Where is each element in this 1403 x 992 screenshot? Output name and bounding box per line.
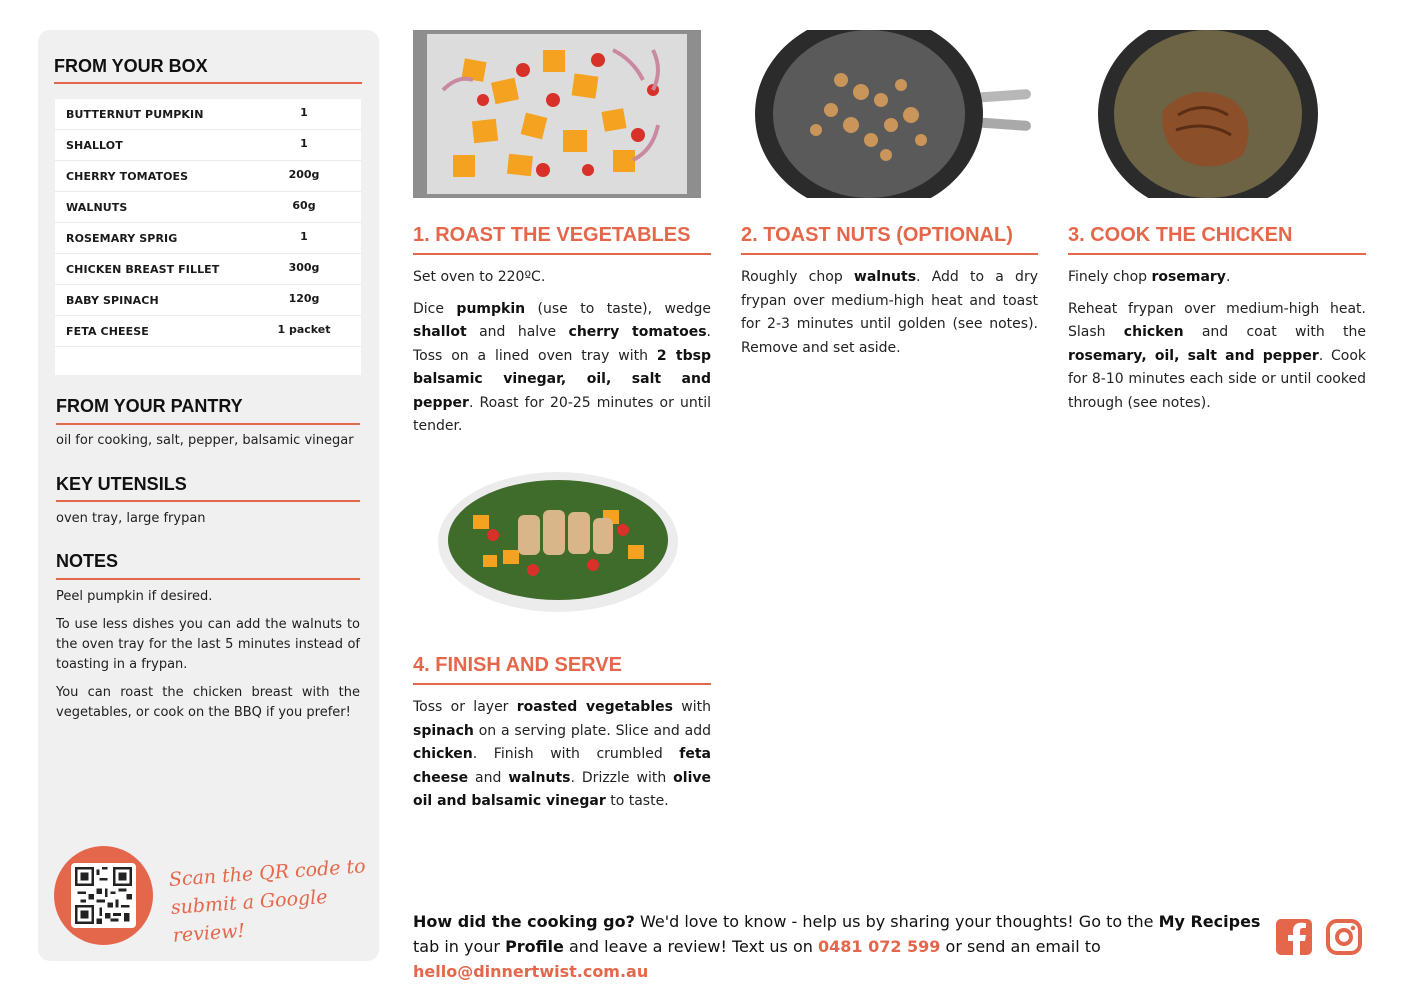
ingredient-highlight: pumpkin: [456, 300, 526, 317]
step-text: (use to taste), wedge: [525, 300, 711, 317]
ingredient-highlight: 2 tbsp balsamic vinegar, oil, salt and pepper: [413, 347, 711, 411]
qr-caption: [168, 852, 373, 950]
notes-title: NOTES: [56, 551, 119, 571]
ingredient-qty: 200g: [288, 168, 320, 181]
sidebar-panel: [38, 30, 379, 961]
ingredient-highlight: chicken: [1123, 324, 1184, 340]
divider: [54, 82, 362, 84]
my-recipes-link[interactable]: My Recipes: [1158, 912, 1261, 931]
footer-text: tab in your: [413, 937, 506, 956]
ingredient-highlight: olive oil and balsamic vinegar: [413, 769, 711, 809]
qr-badge[interactable]: [54, 846, 153, 945]
ingredient-name: FETA CHEESE: [66, 325, 149, 338]
ingredient-highlight: cherry tomatoes: [568, 324, 707, 340]
step-3-title: 3. COOK THE CHICKEN: [1068, 224, 1293, 246]
pantry-text: oil for cooking, salt, pepper, balsamic vinegar: [56, 433, 354, 448]
ingredient-row: [55, 192, 361, 223]
ingredient-name: BUTTERNUT PUMPKIN: [66, 108, 204, 121]
qr-caption-line: submit a Google review!: [170, 885, 329, 947]
from-your-box-title: FROM YOUR BOX: [54, 56, 208, 76]
profile-link[interactable]: Profile: [505, 937, 564, 956]
ingredient-row: [55, 161, 361, 192]
ingredient-highlight: walnuts: [853, 269, 917, 285]
instagram-icon[interactable]: [1326, 919, 1362, 955]
step-text: .: [1225, 269, 1231, 285]
ingredient-row: [55, 316, 361, 347]
step-text: Toss or layer: [413, 699, 517, 715]
divider: [413, 253, 711, 255]
ingredient-name: WALNUTS: [66, 201, 128, 214]
step-text: . Toss on a lined oven tray with: [413, 324, 711, 364]
step-4-body: [413, 696, 711, 822]
qr-caption-line: Scan the QR code to: [168, 855, 367, 891]
ingredient-name: BABY SPINACH: [66, 294, 159, 307]
finished-dish-image: [413, 460, 711, 620]
step-3-body: [1068, 266, 1366, 423]
step-text: on a serving plate. Slice and add: [473, 722, 711, 739]
step-text: and: [468, 769, 509, 786]
ingredient-qty: 1: [300, 106, 308, 119]
step-paragraph: [1068, 266, 1366, 290]
utensils-text: oven tray, large frypan: [56, 511, 206, 526]
from-your-pantry-title: FROM YOUR PANTRY: [56, 396, 243, 416]
ingredient-name: ROSEMARY SPRIG: [66, 232, 178, 245]
ingredient-highlight: spinach: [413, 722, 474, 739]
ingredient-row: [55, 254, 361, 285]
ingredient-qty: 300g: [288, 261, 320, 274]
ingredient-qty: 1: [300, 137, 308, 150]
note-paragraph: You can roast the chicken breast with the vegetables, or cook on the BBQ if you prefer!: [56, 685, 360, 720]
step-text: Roughly chop: [741, 269, 854, 285]
step-1-body: [413, 266, 711, 447]
ingredient-qty: 60g: [292, 199, 316, 212]
step-text: Reheat frypan over medium-high heat. Slash: [1068, 300, 1366, 340]
note-paragraph: To use less dishes you can add the walnuts to the oven tray for the last 5 minutes instead of toasting in a frypan.: [56, 617, 360, 672]
ingredients-table: [55, 99, 361, 375]
step-text: . Drizzle with: [570, 769, 674, 786]
divider: [741, 253, 1038, 255]
step-text: with: [672, 699, 712, 715]
divider: [56, 423, 360, 425]
review-footer: [413, 909, 1263, 984]
step-text: and coat with the: [1183, 324, 1366, 340]
key-utensils-title: KEY UTENSILS: [56, 474, 187, 494]
facebook-icon[interactable]: [1276, 919, 1312, 955]
ingredient-qty: 1 packet: [277, 323, 331, 336]
ingredient-row: [55, 99, 361, 130]
step-text: . Finish with crumbled: [472, 746, 680, 762]
cook-chicken-image: [1068, 30, 1366, 198]
divider: [56, 500, 360, 502]
ingredient-highlight: chicken: [413, 746, 473, 762]
footer-text: or send an email to: [940, 937, 1101, 956]
footer-text: We'd love to know - help us by sharing your thoughts! Go to the: [634, 912, 1159, 931]
step-paragraph: [413, 298, 711, 439]
ingredient-highlight: roasted vegetables: [516, 699, 673, 715]
step-text: to taste.: [605, 793, 669, 809]
ingredient-row: [55, 285, 361, 316]
ingredient-qty: 1: [300, 230, 308, 243]
step-4-title: 4. FINISH AND SERVE: [413, 654, 622, 676]
qr-code-icon[interactable]: [71, 863, 136, 928]
ingredient-name: CHERRY TOMATOES: [66, 170, 189, 183]
step-paragraph: [413, 696, 711, 814]
step-paragraph: [741, 266, 1038, 360]
ingredient-row: [55, 223, 361, 254]
step-paragraph: [413, 266, 711, 290]
divider: [413, 683, 711, 685]
step-text: Finely chop: [1068, 269, 1152, 285]
note-paragraph: Peel pumpkin if desired.: [56, 589, 213, 604]
step-text: Dice: [413, 300, 457, 317]
email-link[interactable]: hello@dinnertwist.com.au: [413, 962, 649, 981]
ingredient-qty: 120g: [288, 292, 320, 305]
step-text: and halve: [466, 324, 569, 340]
ingredient-row: [55, 130, 361, 161]
ingredient-highlight: feta cheese: [413, 746, 711, 786]
step-2-title: 2. TOAST NUTS (OPTIONAL): [741, 224, 1013, 246]
ingredient-highlight: rosemary, oil, salt and pepper: [1068, 347, 1319, 364]
phone-link[interactable]: 0481 072 599: [817, 937, 941, 956]
notes-body: [56, 587, 360, 731]
step-2-body: [741, 266, 1038, 368]
step-text: . Roast for 20-25 minutes or until tender.: [413, 394, 711, 434]
step-paragraph: [1068, 298, 1366, 416]
ingredient-highlight: shallot: [413, 324, 467, 340]
ingredient-name: SHALLOT: [66, 139, 123, 152]
divider: [56, 578, 360, 580]
roast-vegetables-image: [413, 30, 701, 198]
ingredient-highlight: walnuts: [508, 769, 571, 786]
toast-nuts-image: [741, 30, 1038, 198]
footer-text: and leave a review! Text us on: [563, 937, 818, 956]
ingredient-highlight: rosemary: [1151, 269, 1226, 285]
step-1-title: 1. ROAST THE VEGETABLES: [413, 224, 691, 246]
step-text: . Add to a dry frypan over medium-high heat and toast for 2-3 minutes until golden (see notes). Remove and set aside.: [741, 269, 1038, 356]
step-text: Set oven to 220ºC.: [413, 269, 546, 285]
step-text: . Cook for 8-10 minutes each side or until cooked through (see notes).: [1068, 347, 1366, 411]
ingredient-name: CHICKEN BREAST FILLET: [66, 263, 220, 276]
footer-question: How did the cooking go?: [413, 912, 635, 931]
divider: [1068, 253, 1366, 255]
